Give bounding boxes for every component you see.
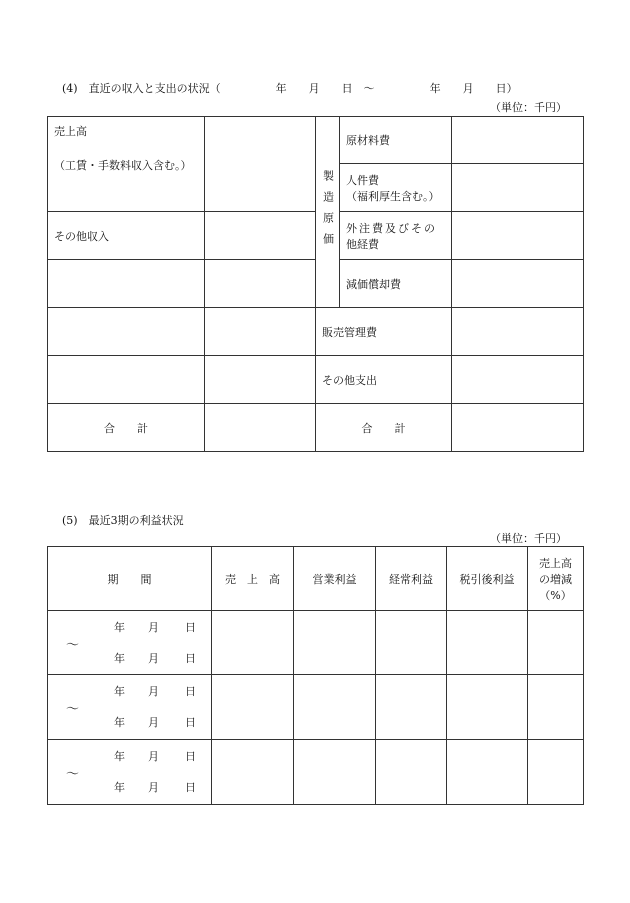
other-income-label: その他収入 bbox=[48, 212, 205, 260]
period-cell[interactable] bbox=[48, 740, 212, 805]
mfg-cost-cell bbox=[316, 117, 340, 308]
section4-heading: (4) 直近の収入と支出の状況（ 年 月 日 ～ 年 月 日） bbox=[62, 82, 518, 95]
other-income-value[interactable] bbox=[205, 212, 316, 260]
operating-cell[interactable] bbox=[294, 675, 376, 740]
total-expense-label: 合 計 bbox=[316, 404, 452, 452]
header-ordinary: 経常利益 bbox=[376, 547, 447, 611]
total-expense-value[interactable] bbox=[452, 404, 584, 452]
header-operating: 営業利益 bbox=[294, 547, 376, 611]
depreciation-value[interactable] bbox=[452, 260, 584, 308]
sales-note: （工賃・手数料収入含む。） bbox=[54, 159, 192, 172]
operating-cell[interactable] bbox=[294, 611, 376, 675]
header-growth bbox=[528, 547, 584, 611]
year-label: 年 bbox=[114, 750, 125, 763]
year-label: 年 bbox=[114, 716, 125, 729]
day-label: 日 bbox=[185, 685, 196, 698]
mfg-cost-label: 製造原価 bbox=[321, 170, 335, 254]
outsourcing-label-1: 外注費及びその bbox=[346, 221, 437, 235]
outsourcing-label-2: 他経費 bbox=[346, 237, 379, 251]
ordinary-cell[interactable] bbox=[376, 611, 447, 675]
income-expense-table bbox=[47, 116, 584, 452]
sales-cell[interactable] bbox=[212, 740, 294, 805]
month-label: 月 bbox=[148, 652, 159, 665]
day-label: 日 bbox=[185, 716, 196, 729]
period-tilde: ～ bbox=[66, 702, 80, 717]
period-row bbox=[48, 611, 584, 675]
growth-cell[interactable] bbox=[528, 611, 584, 675]
blank-income-label-2[interactable] bbox=[48, 308, 205, 356]
ordinary-cell[interactable] bbox=[376, 675, 447, 740]
header-growth-1: 売上高 bbox=[539, 556, 572, 570]
day-label: 日 bbox=[185, 750, 196, 763]
blank-income-label-3[interactable] bbox=[48, 356, 205, 404]
profit-table bbox=[47, 546, 584, 805]
section4-unit: （単位：千円） bbox=[490, 101, 567, 114]
section5-heading: (5) 最近3期の利益状況 bbox=[62, 514, 184, 527]
sales-cell[interactable] bbox=[212, 675, 294, 740]
personnel-label: 人件費 bbox=[346, 173, 379, 187]
period-cell[interactable] bbox=[48, 675, 212, 740]
ordinary-cell[interactable] bbox=[376, 740, 447, 805]
month-label: 月 bbox=[148, 781, 159, 794]
month-label: 月 bbox=[148, 716, 159, 729]
raw-material-label: 原材料費 bbox=[340, 117, 452, 164]
after-tax-cell[interactable] bbox=[447, 675, 528, 740]
month-label: 月 bbox=[148, 685, 159, 698]
day-label: 日 bbox=[185, 652, 196, 665]
outsourcing-value[interactable] bbox=[452, 212, 584, 260]
depreciation-label: 減価償却費 bbox=[340, 260, 452, 308]
blank-income-label[interactable] bbox=[48, 260, 205, 308]
total-income-value[interactable] bbox=[205, 404, 316, 452]
day-label: 日 bbox=[185, 621, 196, 634]
growth-cell[interactable] bbox=[528, 740, 584, 805]
day-label: 日 bbox=[185, 781, 196, 794]
month-label: 月 bbox=[148, 621, 159, 634]
sales-value[interactable] bbox=[205, 117, 316, 212]
year-label: 年 bbox=[114, 781, 125, 794]
raw-material-value[interactable] bbox=[452, 117, 584, 164]
month-label: 月 bbox=[148, 750, 159, 763]
blank-income-value-2[interactable] bbox=[205, 308, 316, 356]
section5-unit: （単位：千円） bbox=[490, 532, 567, 545]
outsourcing-cell bbox=[340, 212, 452, 260]
header-growth-3: （%） bbox=[539, 588, 572, 602]
blank-income-value[interactable] bbox=[205, 260, 316, 308]
total-income-label: 合 計 bbox=[48, 404, 205, 452]
year-label: 年 bbox=[114, 685, 125, 698]
sga-value[interactable] bbox=[452, 308, 584, 356]
personnel-note: （福利厚生含む。） bbox=[346, 189, 440, 203]
year-label: 年 bbox=[114, 621, 125, 634]
personnel-cell bbox=[340, 164, 452, 212]
other-expense-label: その他支出 bbox=[316, 356, 452, 404]
header-after-tax: 税引後利益 bbox=[447, 547, 528, 611]
sales-label: 売上高 bbox=[54, 125, 87, 138]
period-tilde: ～ bbox=[66, 638, 80, 653]
sales-label-cell bbox=[48, 117, 205, 212]
other-expense-value[interactable] bbox=[452, 356, 584, 404]
header-sales: 売 上 高 bbox=[212, 547, 294, 611]
after-tax-cell[interactable] bbox=[447, 740, 528, 805]
header-growth-2: の増減 bbox=[539, 572, 572, 586]
operating-cell[interactable] bbox=[294, 740, 376, 805]
period-row bbox=[48, 740, 584, 805]
sales-cell[interactable] bbox=[212, 611, 294, 675]
sga-label: 販売管理費 bbox=[316, 308, 452, 356]
blank-income-value-3[interactable] bbox=[205, 356, 316, 404]
after-tax-cell[interactable] bbox=[447, 611, 528, 675]
period-cell[interactable] bbox=[48, 611, 212, 675]
header-period: 期 間 bbox=[48, 547, 212, 611]
growth-cell[interactable] bbox=[528, 675, 584, 740]
period-row bbox=[48, 675, 584, 740]
personnel-value[interactable] bbox=[452, 164, 584, 212]
period-tilde: ～ bbox=[66, 767, 80, 782]
year-label: 年 bbox=[114, 652, 125, 665]
